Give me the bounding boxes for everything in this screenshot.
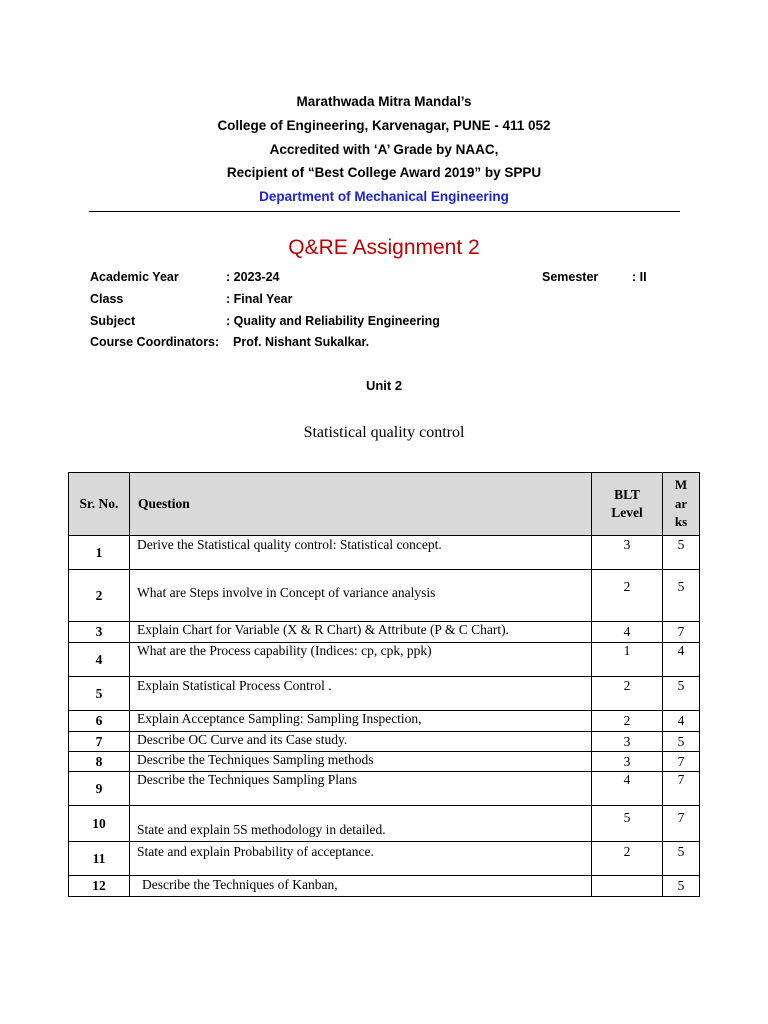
semester-value: : II bbox=[632, 270, 647, 284]
row-marks: 7 bbox=[663, 752, 700, 772]
row-blt-level: 4 bbox=[592, 622, 663, 643]
row-blt-level: 3 bbox=[592, 732, 663, 752]
row-marks: 4 bbox=[663, 643, 700, 677]
department-name: Department of Mechanical Engineering bbox=[259, 189, 509, 204]
award-line: Recipient of “Best College Award 2019” by SPPU bbox=[226, 165, 542, 180]
accreditation-line: Accredited with ‘A’ Grade by NAAC, bbox=[269, 142, 499, 157]
row-sr-no: 2 bbox=[69, 570, 130, 622]
row-blt-level: 4 bbox=[592, 772, 663, 806]
row-marks: 5 bbox=[663, 677, 700, 711]
row-sr-no: 1 bbox=[69, 536, 130, 570]
header-blt-line2: Level bbox=[611, 505, 643, 520]
college-name: College of Engineering, Karvenagar, PUNE - 411 052 bbox=[217, 118, 551, 133]
row-sr-no: 4 bbox=[69, 643, 130, 677]
header-marks bbox=[663, 473, 700, 536]
row-marks: 5 bbox=[663, 842, 700, 876]
table-row bbox=[69, 677, 700, 711]
unit-heading: Unit 2 bbox=[365, 378, 403, 393]
row-marks: 5 bbox=[663, 876, 700, 897]
row-blt-level: 1 bbox=[592, 643, 663, 677]
row-sr-no: 8 bbox=[69, 752, 130, 772]
header-marks-line2: ar bbox=[674, 495, 688, 511]
table-row bbox=[69, 732, 700, 752]
header-marks-line1: M bbox=[674, 477, 688, 493]
table-row bbox=[69, 711, 700, 732]
table-row bbox=[69, 570, 700, 622]
row-marks: 5 bbox=[663, 536, 700, 570]
row-blt-level: 2 bbox=[592, 570, 663, 622]
semester-label: Semester bbox=[542, 270, 599, 284]
coordinators-label: Course Coordinators: bbox=[90, 335, 220, 349]
questions-table bbox=[68, 472, 700, 897]
row-sr-no: 10 bbox=[69, 806, 130, 842]
row-question: Explain Chart for Variable (X & R Chart) & Attribute (P & C Chart). bbox=[130, 622, 592, 643]
academic-year-value: : 2023-24 bbox=[226, 270, 280, 284]
header-sr-no: Sr. No. bbox=[69, 473, 130, 536]
row-blt-level: 2 bbox=[592, 842, 663, 876]
row-sr-no: 7 bbox=[69, 732, 130, 752]
class-value: : Final Year bbox=[226, 292, 293, 306]
academic-year-label: Academic Year bbox=[90, 270, 179, 284]
row-question: Describe the Techniques Sampling methods bbox=[130, 752, 592, 772]
table-row bbox=[69, 536, 700, 570]
row-sr-no: 11 bbox=[69, 842, 130, 876]
table-row bbox=[69, 842, 700, 876]
row-blt-level: 5 bbox=[592, 806, 663, 842]
institution-name: Marathwada Mitra Mandal’s bbox=[296, 94, 472, 109]
row-sr-no: 9 bbox=[69, 772, 130, 806]
topic-subtitle: Statistical quality control bbox=[303, 424, 465, 441]
row-marks: 5 bbox=[663, 732, 700, 752]
row-question: What are the Process capability (Indices: cp, cpk, ppk) bbox=[130, 643, 592, 677]
header-question: Question bbox=[130, 473, 592, 536]
row-marks: 7 bbox=[663, 622, 700, 643]
row-question: Derive the Statistical quality control: Statistical concept. bbox=[130, 536, 592, 570]
table-row bbox=[69, 622, 700, 643]
subject-value: : Quality and Reliability Engineering bbox=[226, 314, 440, 328]
table-row bbox=[69, 643, 700, 677]
row-question: State and explain Probability of acceptance. bbox=[130, 842, 592, 876]
row-marks: 7 bbox=[663, 772, 700, 806]
row-question: State and explain 5S methodology in detailed. bbox=[130, 806, 592, 842]
row-blt-level: 3 bbox=[592, 752, 663, 772]
row-marks: 4 bbox=[663, 711, 700, 732]
header-blt-level bbox=[592, 473, 663, 536]
row-sr-no: 3 bbox=[69, 622, 130, 643]
row-sr-no: 6 bbox=[69, 711, 130, 732]
row-sr-no: 5 bbox=[69, 677, 130, 711]
class-label: Class bbox=[90, 292, 124, 306]
header-marks-line3: ks bbox=[674, 514, 688, 530]
table-header-row bbox=[69, 473, 700, 536]
row-marks: 5 bbox=[663, 570, 700, 622]
row-question: Describe the Techniques Sampling Plans bbox=[130, 772, 592, 806]
header-divider bbox=[89, 211, 680, 212]
table-row bbox=[69, 876, 700, 897]
row-question: Explain Acceptance Sampling: Sampling Inspection, bbox=[130, 711, 592, 732]
header-blt-line1: BLT bbox=[614, 487, 640, 502]
row-blt-level: 2 bbox=[592, 677, 663, 711]
row-blt-level bbox=[592, 876, 663, 897]
table-row bbox=[69, 806, 700, 842]
row-question: Explain Statistical Process Control . bbox=[130, 677, 592, 711]
row-marks: 7 bbox=[663, 806, 700, 842]
table-row bbox=[69, 772, 700, 806]
row-blt-level: 2 bbox=[592, 711, 663, 732]
row-sr-no: 12 bbox=[69, 876, 130, 897]
table-row bbox=[69, 752, 700, 772]
row-blt-level: 3 bbox=[592, 536, 663, 570]
subject-label: Subject bbox=[90, 314, 136, 328]
row-question: What are Steps involve in Concept of variance analysis bbox=[130, 570, 592, 622]
row-question: Describe OC Curve and its Case study. bbox=[130, 732, 592, 752]
row-question: Describe the Techniques of Kanban, bbox=[130, 876, 592, 897]
page-title: Q&RE Assignment 2 bbox=[288, 236, 480, 259]
coordinators-value: Prof. Nishant Sukalkar. bbox=[233, 335, 370, 349]
